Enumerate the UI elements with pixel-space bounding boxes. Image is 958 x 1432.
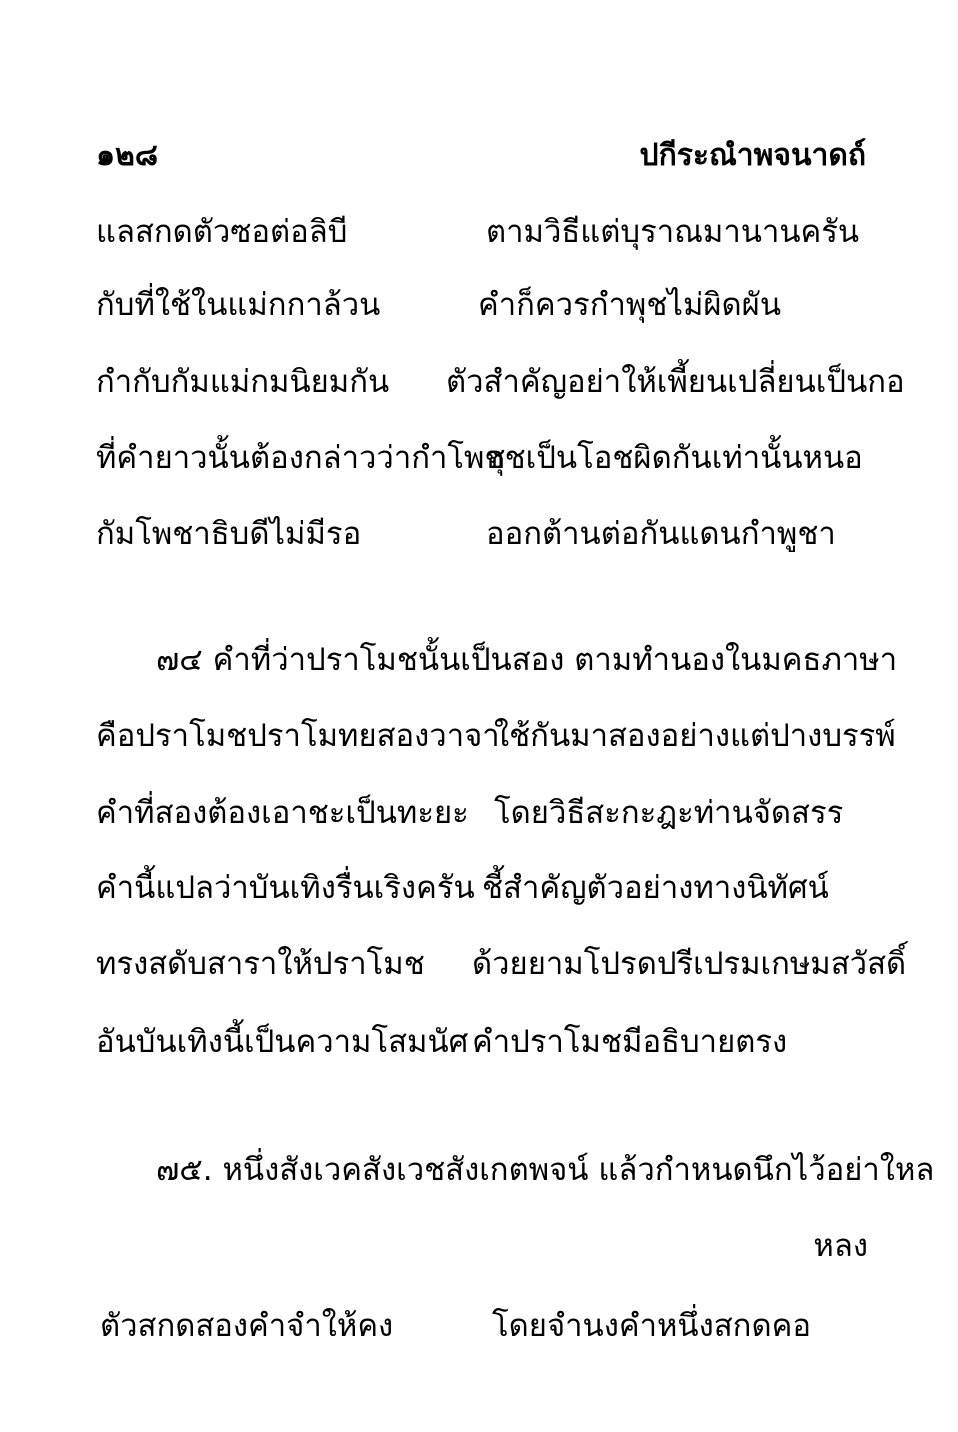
verse-line-left: แลสกดตัวซอต่อลิบี [96, 214, 348, 250]
page-header [96, 132, 866, 176]
verse-line-left: คำนี้แปลว่าบันเทิงรื่นเริงครัน [96, 870, 475, 906]
verse-line-right: โดยจำนงคำหนึ่งสกดคอ [492, 1308, 811, 1344]
section-75-intro: ๗๕. หนึ่งสังเวคสังเวชสังเกตพจน์ แล้วกำหนดนึกไว้อย่าใหล [156, 1152, 935, 1188]
verse-line-left: อันบันเทิงนี้เป็นความโสมนัศ [96, 1024, 469, 1060]
section-74-intro: ๗๔ คำที่ว่าปราโมชนั้นเป็นสอง ตามทำนองในมคธภาษา [156, 642, 898, 678]
verse-line-right: ด้วยยามโปรดปรีเปรมเกษมสวัสดิ์ [472, 946, 907, 982]
verse-line-right: ชี้สำคัญตัวอย่างทางนิทัศน์ [482, 870, 829, 906]
verse-line-left: กับที่ใช้ในแม่กกาล้วน [96, 287, 381, 323]
verse-line-right: คำก็ควรกำพุชไม่ผิดผัน [478, 287, 782, 323]
verse-line-right: ตามวิธีแต่บุราณมานานครัน [486, 214, 860, 250]
running-title: ปกีระณำพจนาดถ์ [639, 138, 866, 173]
verse-line-left: ตัวสกดสองคำจำให้คง [100, 1308, 394, 1344]
page-number: ๑๒๘ [96, 138, 158, 173]
verse-line-left: ที่คำยาวนั้นต้องกล่าวว่ากำโพช [96, 440, 506, 476]
verse-line-right: ออกต้านต่อกันแดนกำพูชา [486, 516, 836, 552]
verse-line-left: คือปราโมชปราโมทยสองวาจา [96, 718, 500, 754]
verse-line-left: กำกับกัมแม่กมนิยมกัน [96, 364, 390, 400]
verse-line-left: คำที่สองต้องเอาชะเป็นทะยะ [96, 795, 469, 831]
verse-line-right: ใช้กันมาสองอย่างแต่ปางบรรพ์ [494, 718, 896, 754]
verse-line-right: อุชเป็นโอชผิดกันเท่านั้นหนอ [486, 440, 863, 476]
verse-line-left: ทรงสดับสาราให้ปราโมช [96, 946, 425, 982]
section-75-overflow: หลง [813, 1228, 868, 1264]
verse-line-right: ตัวสำคัญอย่าให้เพี้ยนเปลี่ยนเป็นกอ [446, 364, 905, 400]
verse-line-right: คำปราโมชมีอธิบายตรง [472, 1024, 788, 1060]
verse-line-left: กัมโพชาธิบดีไม่มีรอ [96, 516, 362, 552]
verse-line-right: โดยวิธีสะกะฎะท่านจัดสรร [494, 795, 844, 831]
